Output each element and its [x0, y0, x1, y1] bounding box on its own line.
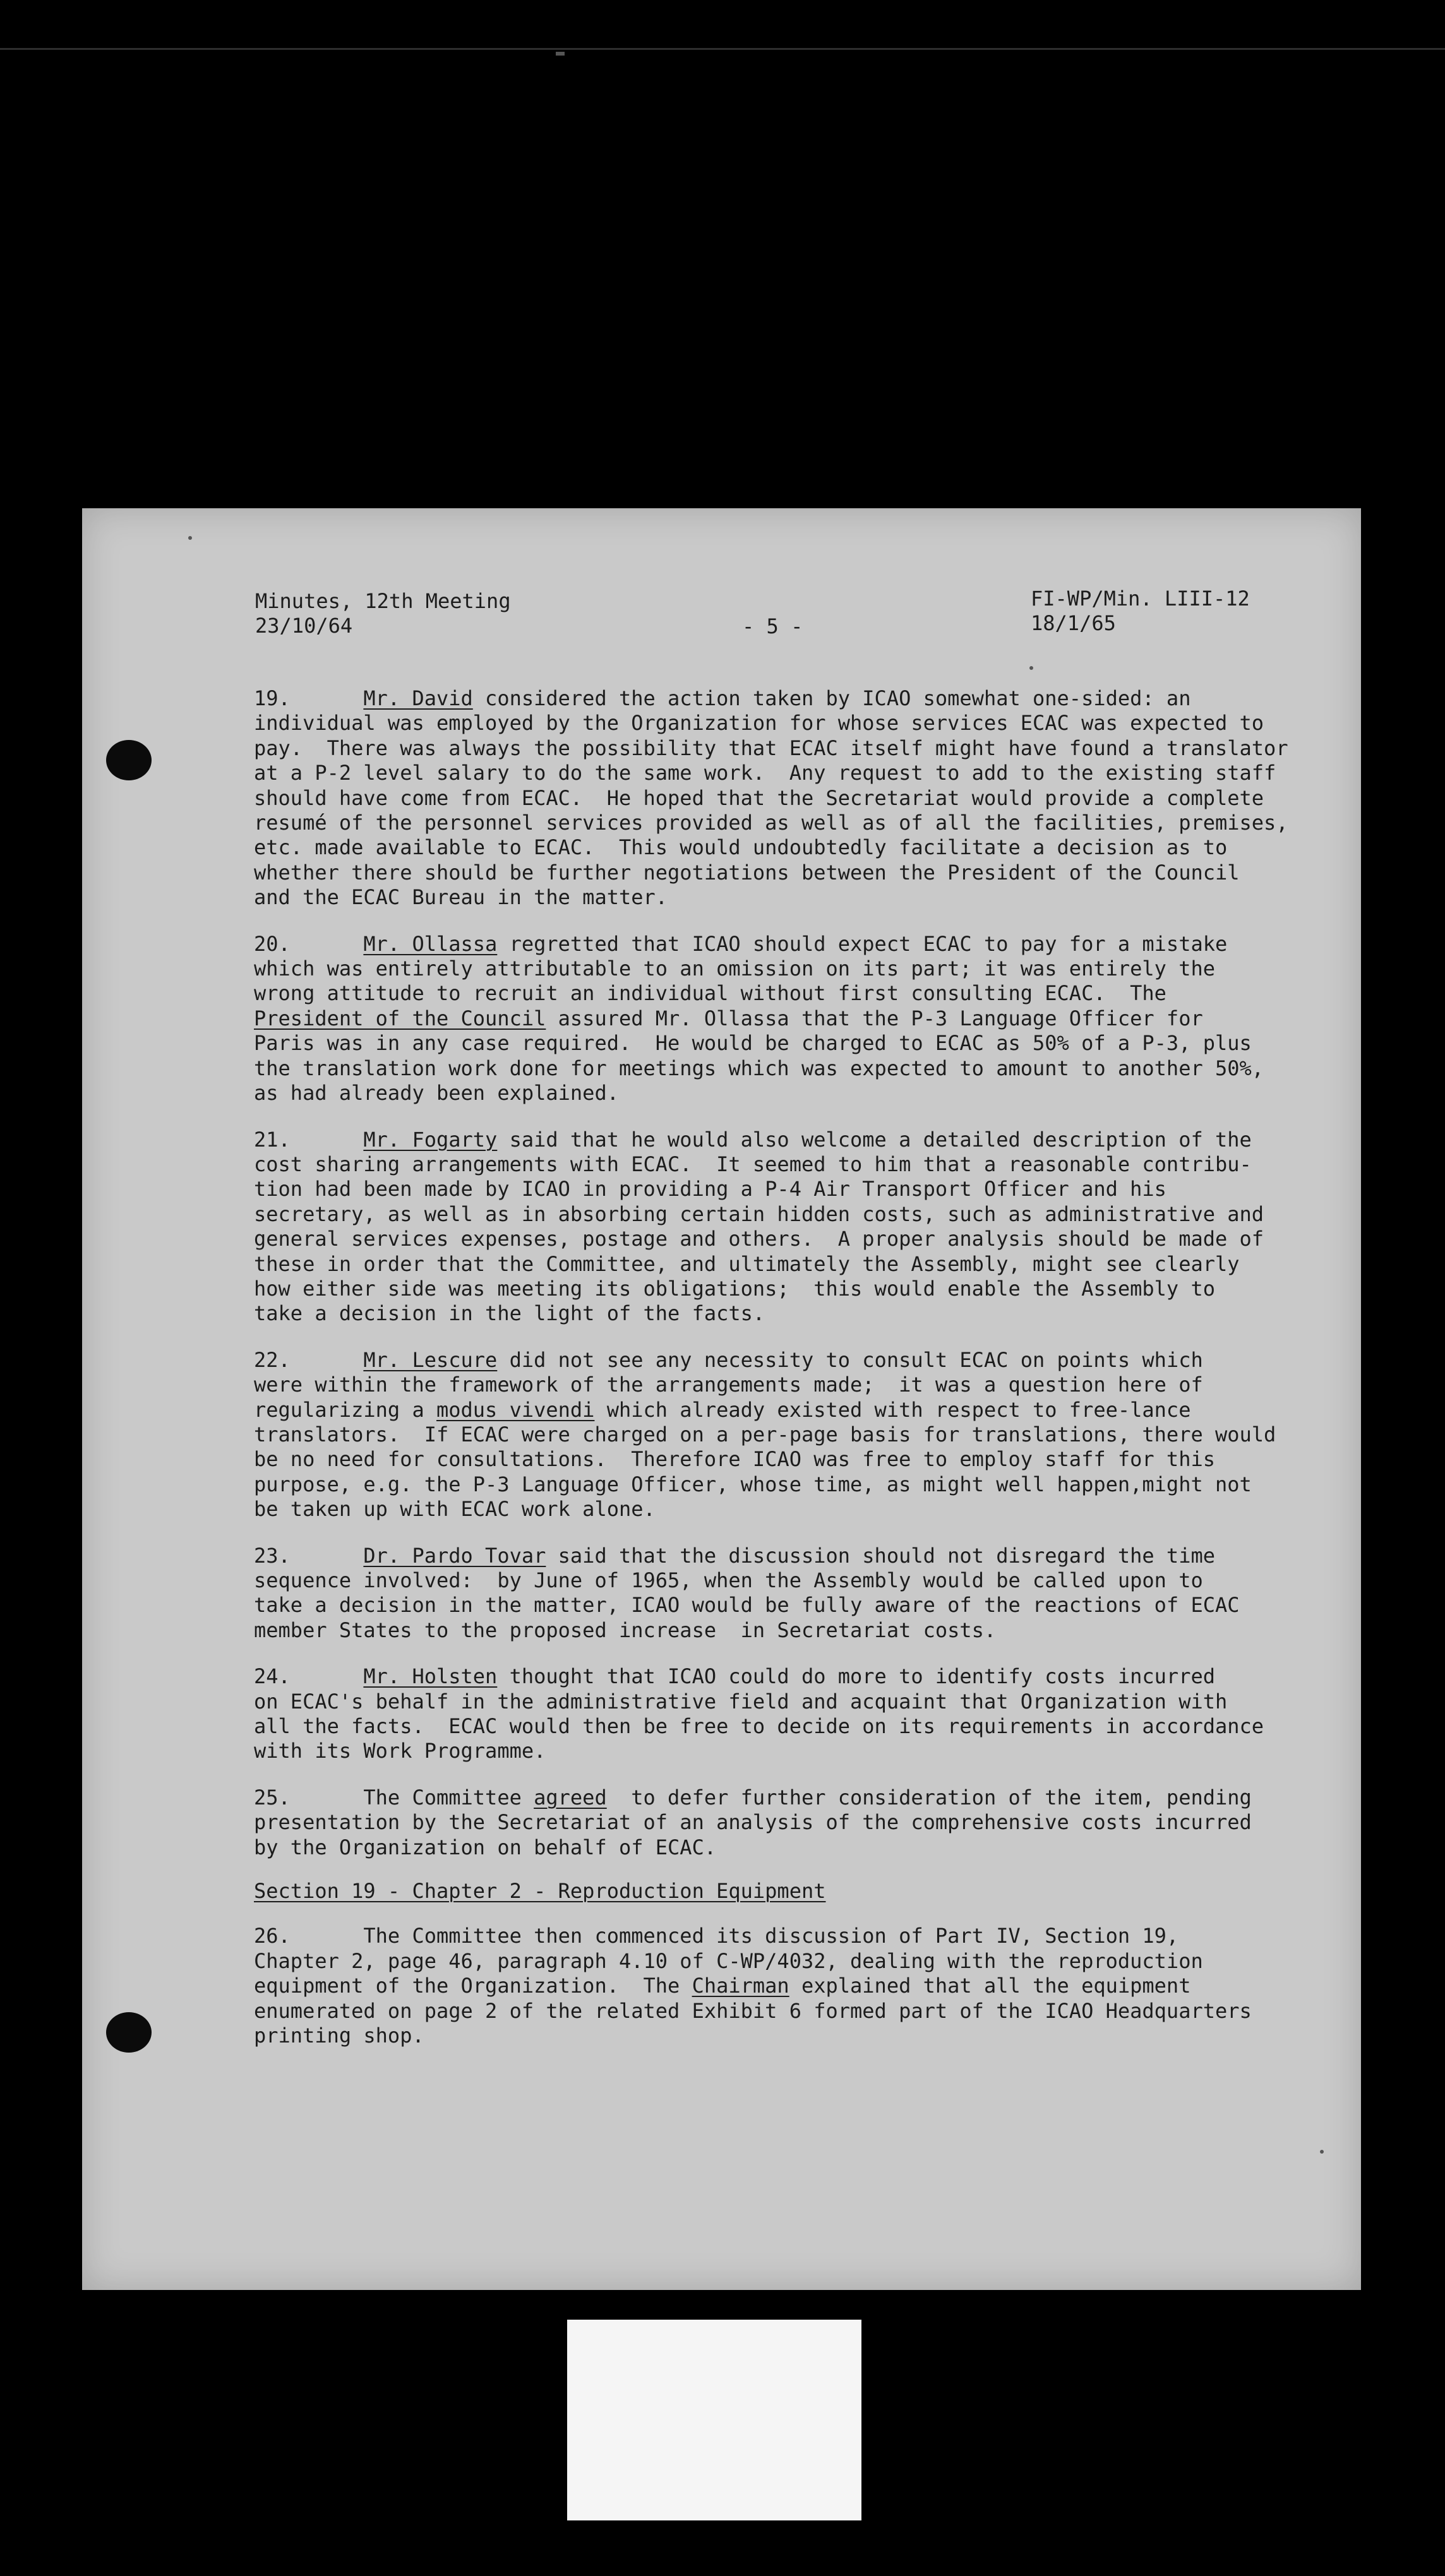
- text-line: purpose, e.g. the P-3 Language Officer, whose time, as might well happen,might not: [254, 1472, 1252, 1496]
- text-line: these in order that the Committee, and ultimately the Assembly, might see clearly: [254, 1251, 1240, 1276]
- text-line: to defer further consideration of the item, pending: [606, 1785, 1252, 1810]
- paragraph-19: [254, 686, 1328, 910]
- film-speck: [556, 52, 565, 56]
- paragraph-number: 26.: [254, 1924, 291, 1948]
- paragraph-number: 19.: [254, 686, 291, 710]
- document-reference: FI-WP/Min. LIII-12: [1031, 587, 1250, 611]
- speaker-name: Mr. Lescure: [363, 1347, 498, 1372]
- text-line: wrong attitude to recruit an individual without first consulting ECAC. The: [254, 981, 1166, 1006]
- text-line: sequence involved: by June of 1965, when the Assembly would be called upon to: [254, 1568, 1203, 1592]
- text-line: and the ECAC Bureau in the matter.: [254, 885, 668, 910]
- paper-speck: [1320, 2150, 1324, 2154]
- paragraph-number: 22.: [254, 1347, 291, 1372]
- minutes-body: [254, 686, 1328, 2070]
- section-heading: Section 19 - Chapter 2 - Reproduction Equipment: [254, 1879, 826, 1904]
- paragraph-21: [254, 1128, 1328, 1327]
- punch-hole-icon: [106, 2012, 152, 2053]
- text-line: should have come from ECAC. He hoped that the Secretariat would provide a complete: [254, 785, 1264, 810]
- paragraph-number: 20.: [254, 931, 291, 956]
- document-page: [82, 508, 1361, 2290]
- text-line: take a decision in the light of the facts.: [254, 1301, 765, 1326]
- text-line: pay. There was always the possibility that ECAC itself might have found a translator: [254, 736, 1288, 760]
- text-line: translators. If ECAC were charged on a per-page basis for translations, there would: [254, 1422, 1276, 1446]
- text-line: as had already been explained.: [254, 1081, 619, 1106]
- speaker-name: President of the Council: [254, 1006, 546, 1030]
- text-line: regularizing a: [254, 1397, 436, 1422]
- text-line: which already existed with respect to free-lance: [594, 1397, 1191, 1422]
- speaker-name: Mr. Holsten: [363, 1664, 498, 1689]
- text-line: cost sharing arrangements with ECAC. It seemed to him that a reasonable contribu-: [254, 1152, 1252, 1176]
- paragraph-number: 23.: [254, 1543, 291, 1568]
- speaker-name: Mr. Ollassa: [363, 931, 498, 956]
- text-line: considered the action taken by ICAO somewhat one-sided: an: [472, 686, 1191, 710]
- text-line: did not see any necessity to consult ECAC on points which: [497, 1347, 1203, 1372]
- speaker-name: Dr. Pardo Tovar: [363, 1543, 546, 1568]
- text-line: at a P-2 level salary to do the same work. Any request to add to the existing staff: [254, 761, 1276, 785]
- text-line: printing shop.: [254, 2024, 424, 2048]
- text-line: all the facts. ECAC would then be free to decide on its requirements in accordance: [254, 1714, 1264, 1739]
- latin-term: modus vivendi: [436, 1397, 595, 1422]
- text-line: member States to the proposed increase in Secretariat costs.: [254, 1618, 997, 1642]
- punch-hole-icon: [106, 740, 152, 780]
- text-line: The Committee: [363, 1785, 534, 1810]
- text-line: whether there should be further negotiations between the President of the Council: [254, 860, 1240, 885]
- text-line: regretted that ICAO should expect ECAC to pay for a mistake: [497, 931, 1228, 956]
- header-left: [255, 589, 511, 638]
- paragraph-23: [254, 1544, 1328, 1643]
- page-number: - 5 -: [742, 614, 803, 638]
- text-line: individual was employed by the Organization for whose services ECAC was expected to: [254, 711, 1264, 736]
- meeting-date: 23/10/64: [255, 614, 353, 638]
- paragraph-26: [254, 1924, 1328, 2048]
- paragraph-20: [254, 932, 1328, 1106]
- text-line: on ECAC's behalf in the administrative field and acquaint that Organization with: [254, 1689, 1228, 1714]
- text-line: with its Work Programme.: [254, 1739, 546, 1763]
- text-line: the translation work done for meetings which was expected to amount to another 50%,: [254, 1056, 1264, 1080]
- text-line: said that the discussion should not disregard the time: [546, 1543, 1215, 1568]
- text-line: be taken up with ECAC work alone.: [254, 1497, 656, 1522]
- paragraph-number: 24.: [254, 1664, 291, 1689]
- speaker-name: Mr. David: [363, 686, 473, 710]
- text-line: The Committee then commenced its discussion of Part IV, Section 19,: [363, 1924, 1179, 1948]
- text-line: equipment of the Organization. The: [254, 1974, 692, 1998]
- speaker-name: Mr. Fogarty: [363, 1127, 498, 1152]
- text-line: secretary, as well as in absorbing certain hidden costs, such as administrative and: [254, 1202, 1264, 1226]
- text-line: how either side was meeting its obligations; this would enable the Assembly to: [254, 1276, 1215, 1301]
- text-line: were within the framework of the arrangements made; it was a question here of: [254, 1373, 1203, 1397]
- decision-keyword: agreed: [534, 1785, 607, 1810]
- paper-speck: [1029, 666, 1033, 670]
- paragraph-number: 25.: [254, 1785, 291, 1810]
- text-line: tion had been made by ICAO in providing a P-4 Air Transport Officer and his: [254, 1177, 1166, 1202]
- film-edge-rule: [0, 48, 1445, 50]
- text-line: resumé of the personnel services provided as well as of all the facilities, premises,: [254, 811, 1288, 835]
- header-right: [1031, 587, 1250, 636]
- text-line: enumerated on page 2 of the related Exhibit 6 formed part of the ICAO Headquarters: [254, 1998, 1252, 2023]
- text-line: Paris was in any case required. He would be charged to ECAC as 50% of a P-3, plus: [254, 1031, 1252, 1056]
- reference-date: 18/1/65: [1031, 611, 1116, 635]
- paragraph-number: 21.: [254, 1127, 291, 1152]
- text-line: which was entirely attributable to an omission on its part; it was entirely the: [254, 957, 1215, 981]
- text-line: assured Mr. Ollassa that the P-3 Language Officer for: [546, 1006, 1203, 1030]
- text-line: explained that all the equipment: [789, 1974, 1191, 1998]
- text-line: etc. made available to ECAC. This would undoubtedly facilitate a decision as to: [254, 835, 1228, 860]
- paragraph-24: [254, 1664, 1328, 1764]
- paragraph-25: [254, 1786, 1328, 1860]
- paragraph-22: [254, 1348, 1328, 1522]
- text-line: general services expenses, postage and others. A proper analysis should be made of: [254, 1227, 1264, 1251]
- text-line: said that he would also welcome a detailed description of the: [497, 1127, 1252, 1152]
- text-line: presentation by the Secretariat of an analysis of the comprehensive costs incurred: [254, 1810, 1252, 1835]
- text-line: Chapter 2, page 46, paragraph 4.10 of C-WP/4032, dealing with the reproduction: [254, 1948, 1203, 1973]
- meeting-title: Minutes, 12th Meeting: [255, 589, 511, 613]
- frame-label-card: [567, 2320, 861, 2520]
- text-line: by the Organization on behalf of ECAC.: [254, 1835, 717, 1859]
- paper-speck: [188, 536, 192, 540]
- text-line: thought that ICAO could do more to identify costs incurred: [497, 1664, 1215, 1689]
- text-line: be no need for consultations. Therefore ICAO was free to employ staff for this: [254, 1447, 1215, 1472]
- speaker-name: Chairman: [692, 1974, 789, 1998]
- text-line: take a decision in the matter, ICAO would be fully aware of the reactions of ECAC: [254, 1593, 1240, 1618]
